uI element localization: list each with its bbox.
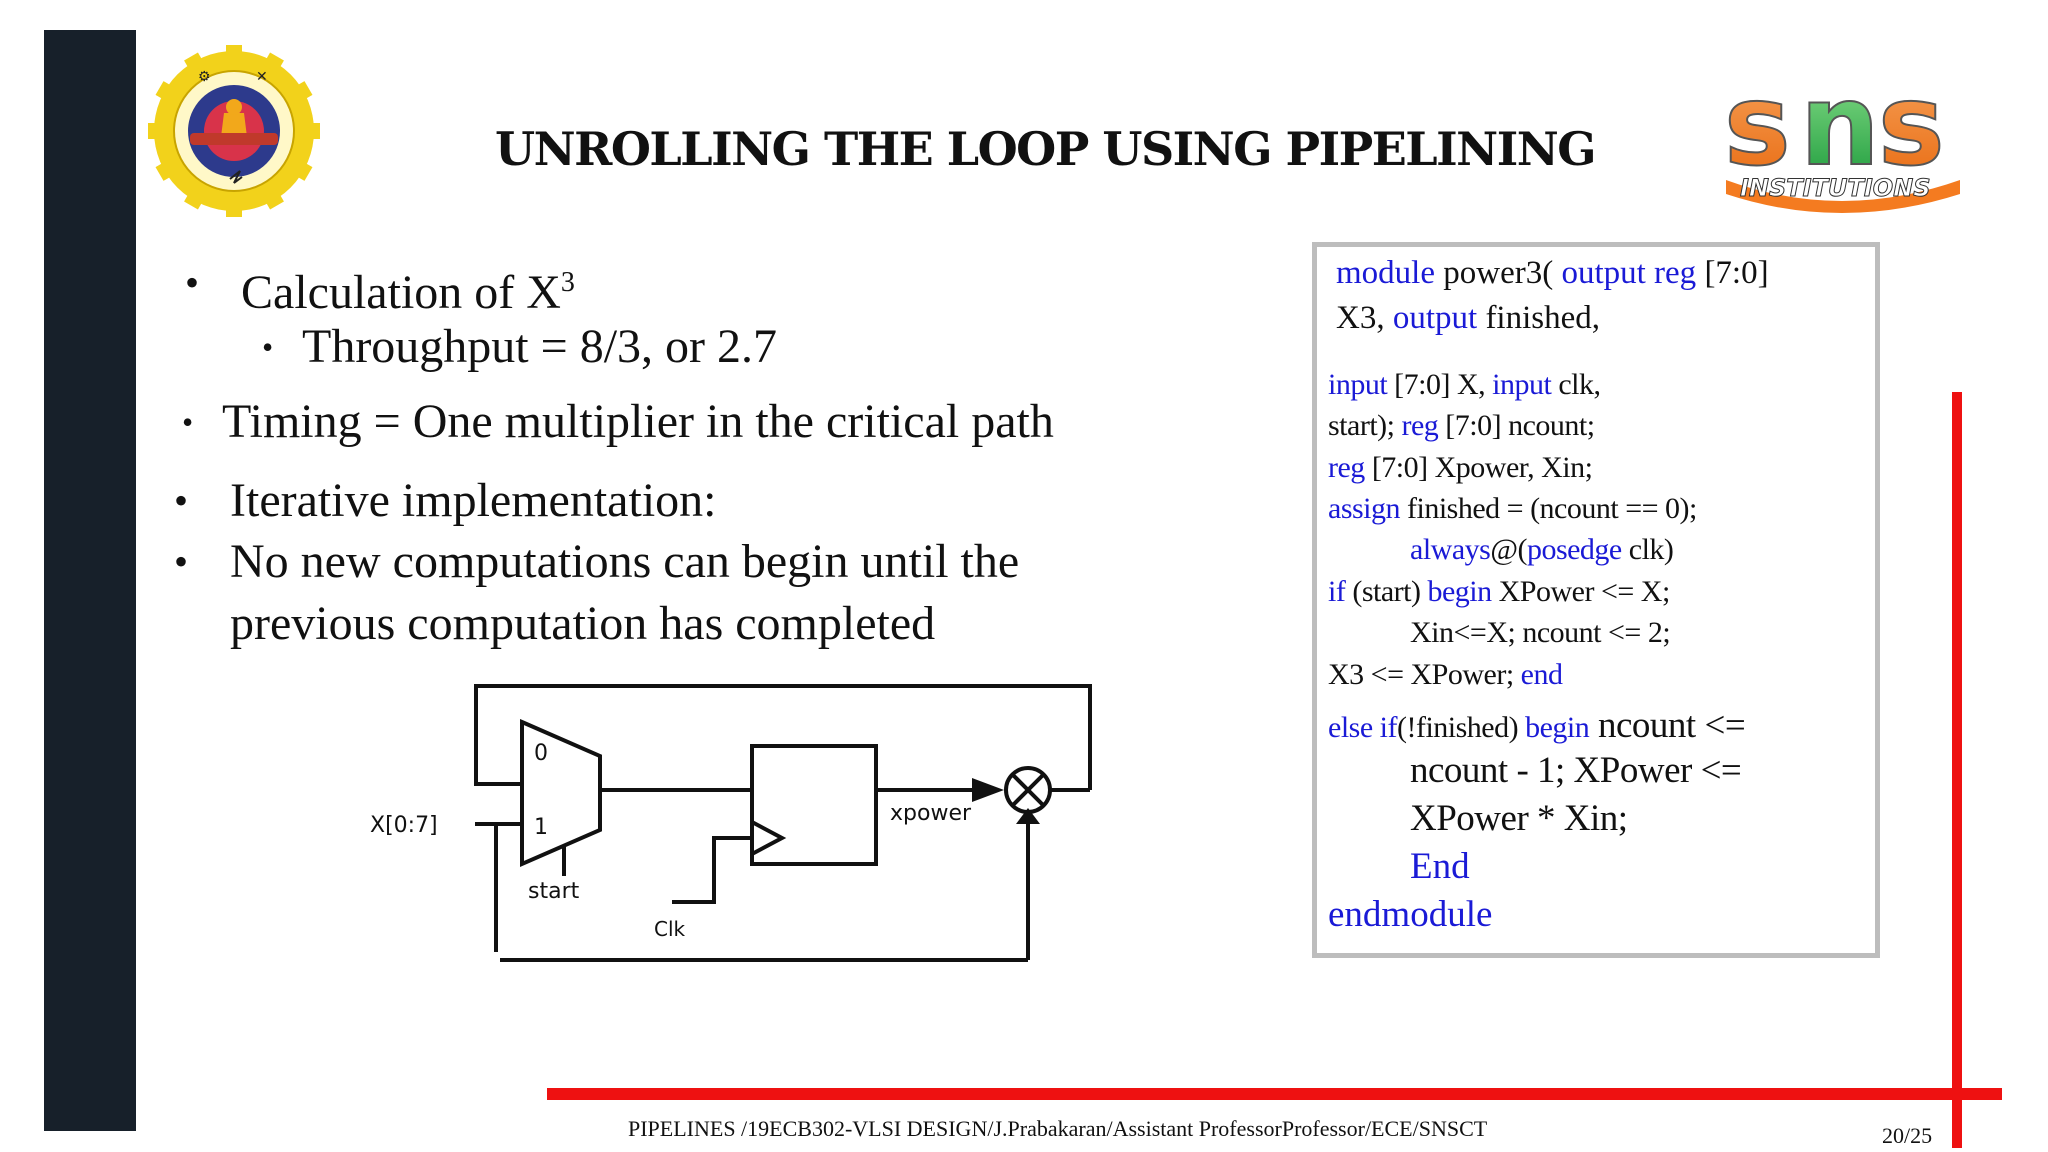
- code-line-14: End: [1410, 846, 1470, 887]
- college-logo-icon: [148, 45, 320, 217]
- page-number: 20/25: [1882, 1123, 1933, 1148]
- bullet-no-new-computations-cont: previous computation has completed: [230, 597, 936, 650]
- code-line-5: reg [7:0] Xpower, Xin;: [1328, 451, 1593, 484]
- svg-text:✕: ✕: [256, 70, 268, 85]
- code-line-2: X3, output finished,: [1336, 300, 1601, 336]
- code-line-13: XPower * Xin;: [1410, 798, 1628, 839]
- bullet-timing: • Timing = One multiplier in the critical path: [182, 395, 1054, 448]
- slide-title: UNROLLING THE LOOP USING PIPELINING: [494, 122, 1596, 176]
- code-line-1: module power3( output reg [7:0]: [1336, 255, 1769, 291]
- code-line-11: else if(!finished) begin ncount <=: [1328, 705, 1746, 746]
- x-input-label: X[0:7]: [370, 813, 438, 838]
- red-accent-vertical: [1952, 392, 1962, 1148]
- svg-text:s: s: [1724, 61, 1783, 191]
- code-line-15: endmodule: [1328, 894, 1493, 935]
- code-line-3: input [7:0] X, input clk,: [1328, 368, 1601, 401]
- svg-text:n: n: [1800, 61, 1872, 191]
- superscript-3: 3: [560, 267, 575, 298]
- svg-text:⚙: ⚙: [198, 70, 211, 85]
- xpower-label: xpower: [890, 801, 972, 826]
- bullet-iterative: • Iterative implementation:: [174, 474, 717, 527]
- code-line-12: ncount - 1; XPower <=: [1410, 750, 1742, 791]
- clk-label: Clk: [654, 917, 686, 941]
- code-line-10: X3 <= XPower; end: [1328, 658, 1563, 691]
- start-label: start: [528, 879, 580, 904]
- bullet-calc: • Calculation of $X^3$: [185, 260, 575, 319]
- pipeline-diagram: [360, 674, 1100, 974]
- slide-footer: PIPELINES /19ECB302-VLSI DESIGN/J.Prabakaran/Assistant ProfessorProfessor/ECE/SNSCT: [628, 1116, 1488, 1141]
- mux-input-1-label: 1: [534, 815, 548, 840]
- sns-institutions-logo-icon: [1716, 62, 1970, 212]
- left-sidebar-bar: [44, 30, 136, 1131]
- code-line-4: start); reg [7:0] ncount;: [1328, 409, 1595, 442]
- bullet-no-new-computations: • No new computations can begin until the: [174, 535, 1020, 588]
- sns-subtitle: INSTITUTIONS: [1740, 174, 1931, 202]
- code-line-7: always@(posedge clk): [1410, 533, 1674, 566]
- mux-input-0-label: 0: [534, 741, 548, 766]
- bullet-throughput: • Throughput = 8/3, or 2.7: [262, 320, 778, 373]
- code-line-6: assign finished = (ncount == 0);: [1328, 492, 1697, 525]
- code-line-8: if (start) begin XPower <= X;: [1328, 575, 1670, 608]
- code-line-9: Xin<=X; ncount <= 2;: [1410, 616, 1671, 649]
- svg-text:s: s: [1878, 61, 1937, 191]
- red-accent-horizontal: [547, 1088, 2002, 1100]
